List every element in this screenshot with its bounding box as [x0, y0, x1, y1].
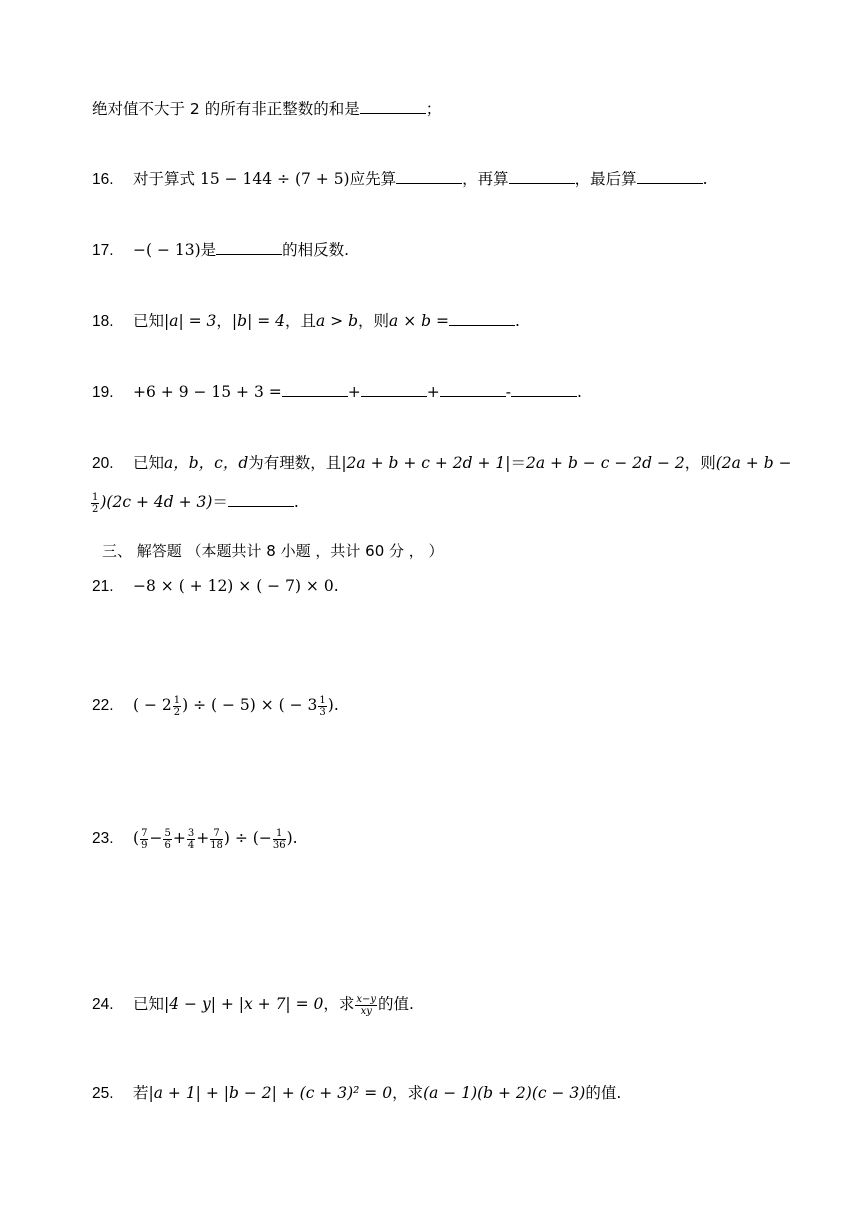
- math-expression: 15 − 144 ÷ (7 + 5): [199, 170, 350, 188]
- question-18: [92, 310, 520, 333]
- punctuation: .: [702, 170, 708, 188]
- numerator: 1: [273, 828, 286, 840]
- section-heading: 三、 解答题 （本题共计 8 小题 ，共计 60 分 ， ）: [102, 542, 444, 560]
- math-expression: a，b，c，d: [164, 454, 249, 472]
- question-text: 对于算式: [133, 170, 196, 188]
- question-22: [92, 694, 339, 718]
- question-25: [92, 1082, 621, 1105]
- paren: ).: [286, 829, 298, 847]
- question-20: [92, 452, 792, 475]
- numerator: 1: [173, 694, 181, 706]
- question-15-continuation: [92, 98, 441, 120]
- question-text: 若: [133, 1084, 149, 1102]
- math-expression: −8 × ( + 12) × ( − 7) × 0.: [133, 577, 339, 595]
- fraction: [187, 828, 195, 851]
- answer-blank: [440, 382, 506, 397]
- question-text: 应先算: [349, 170, 397, 188]
- fraction: [140, 828, 148, 851]
- question-text: 是: [200, 241, 217, 259]
- question-number: 25.: [92, 1085, 114, 1102]
- math-expression: |b| = 4: [231, 312, 285, 330]
- fraction: [355, 994, 377, 1017]
- numerator: 7: [141, 827, 148, 839]
- question-20-line2: [90, 491, 299, 515]
- question-number: 24.: [92, 996, 114, 1013]
- question-21: [92, 575, 339, 598]
- question-number: 22.: [92, 697, 114, 714]
- math-expression: ) ÷ (−: [223, 829, 272, 847]
- question-19: [92, 381, 582, 404]
- operator: +: [196, 829, 210, 847]
- math-expression: 2a + b − c − 2d − 2: [526, 454, 685, 472]
- math-expression: )(2c + 4d + 3): [100, 493, 213, 511]
- math-expression: +6 + 9 − 15 + 3 =: [133, 383, 282, 401]
- fraction: [210, 828, 223, 851]
- math-expression: −( − 13): [133, 241, 201, 259]
- denominator: 6: [164, 839, 171, 851]
- denominator: 2: [92, 503, 99, 515]
- question-number: 21.: [92, 578, 114, 595]
- answer-blank: [511, 382, 577, 397]
- math-expression: ( − 2: [133, 696, 172, 714]
- denominator: xy: [360, 1005, 372, 1017]
- math-expression: ) ÷ ( − 5) × ( − 3: [182, 696, 318, 714]
- question-text: 绝对值不大于 2 的所有非正整数的和是: [92, 100, 360, 118]
- math-expression: |a + 1| + |b − 2| + (c + 3)² = 0: [148, 1084, 393, 1102]
- punctuation: ，: [216, 312, 232, 330]
- denominator: 9: [141, 839, 148, 851]
- question-number: 19.: [92, 384, 114, 401]
- answer-blank: [509, 169, 575, 184]
- question-text: ，最后算: [574, 170, 637, 188]
- denominator: 3: [319, 706, 326, 718]
- question-number: 18.: [92, 313, 114, 330]
- punctuation: .: [576, 383, 582, 401]
- question-text: 的相反数.: [282, 241, 350, 259]
- question-text: 已知: [133, 995, 165, 1013]
- question-16: [92, 168, 708, 191]
- numerator: 7: [210, 828, 223, 840]
- numerator: 3: [187, 827, 195, 839]
- answer-blank: [396, 169, 462, 184]
- answer-blank: [637, 169, 703, 184]
- denominator: 36: [272, 839, 286, 851]
- math-expression: |2a + b + c + 2d + 1|: [341, 454, 511, 472]
- math-expression: (2a + b −: [715, 454, 792, 472]
- math-expression: |4 − y| + |x + 7| = 0: [164, 995, 324, 1013]
- equals-sign: ＝: [212, 493, 228, 511]
- fraction: [91, 492, 99, 515]
- operator: +: [426, 383, 440, 401]
- question-text: ，则: [684, 454, 716, 472]
- question-number: 20.: [92, 455, 114, 472]
- answer-blank: [228, 492, 294, 507]
- question-text: 的值.: [585, 1084, 622, 1102]
- question-17: [92, 239, 349, 262]
- question-text: ，再算: [462, 170, 509, 188]
- denominator: 2: [173, 706, 181, 718]
- fraction: [173, 695, 181, 718]
- answer-blank: [282, 382, 348, 397]
- math-expression: a × b =: [389, 312, 449, 330]
- answer-blank: [361, 382, 427, 397]
- operator: +: [172, 829, 186, 847]
- numerator: 1: [92, 491, 99, 503]
- numerator: x−y: [356, 993, 377, 1005]
- question-text: 已知: [133, 454, 165, 472]
- punctuation: .: [293, 493, 299, 511]
- denominator: 4: [187, 839, 195, 851]
- answer-blank: [360, 99, 426, 114]
- question-number: 17.: [92, 242, 114, 259]
- math-expression: |a| = 3: [164, 312, 217, 330]
- question-23: [92, 827, 298, 851]
- fraction: [273, 828, 286, 851]
- punctuation: .: [514, 312, 520, 330]
- math-expression: ).: [327, 696, 339, 714]
- numerator: 5: [164, 827, 171, 839]
- punctuation: ；: [425, 100, 442, 118]
- question-number: 16.: [92, 171, 114, 188]
- math-expression: (a − 1)(b + 2)(c − 3): [423, 1084, 586, 1102]
- answer-blank: [216, 240, 282, 255]
- operator: +: [347, 383, 361, 401]
- question-text: ，求: [392, 1084, 424, 1102]
- equals-sign: ＝: [510, 454, 526, 472]
- question-text: ，求: [323, 995, 355, 1013]
- answer-blank: [449, 311, 515, 326]
- question-24: [92, 993, 414, 1017]
- denominator: 18: [210, 839, 223, 851]
- question-number: 23.: [92, 830, 114, 847]
- question-text: 为有理数，且: [248, 454, 342, 472]
- question-text: 已知: [133, 312, 165, 330]
- operator: -: [505, 383, 511, 401]
- question-text: 的值.: [378, 995, 414, 1013]
- fraction: [163, 828, 171, 851]
- fraction: [318, 695, 326, 718]
- question-text: ，且: [285, 312, 317, 330]
- operator: −: [149, 829, 163, 847]
- numerator: 1: [319, 694, 326, 706]
- math-expression: a > b: [316, 312, 359, 330]
- question-text: ，则: [358, 312, 390, 330]
- paren: (: [133, 829, 140, 847]
